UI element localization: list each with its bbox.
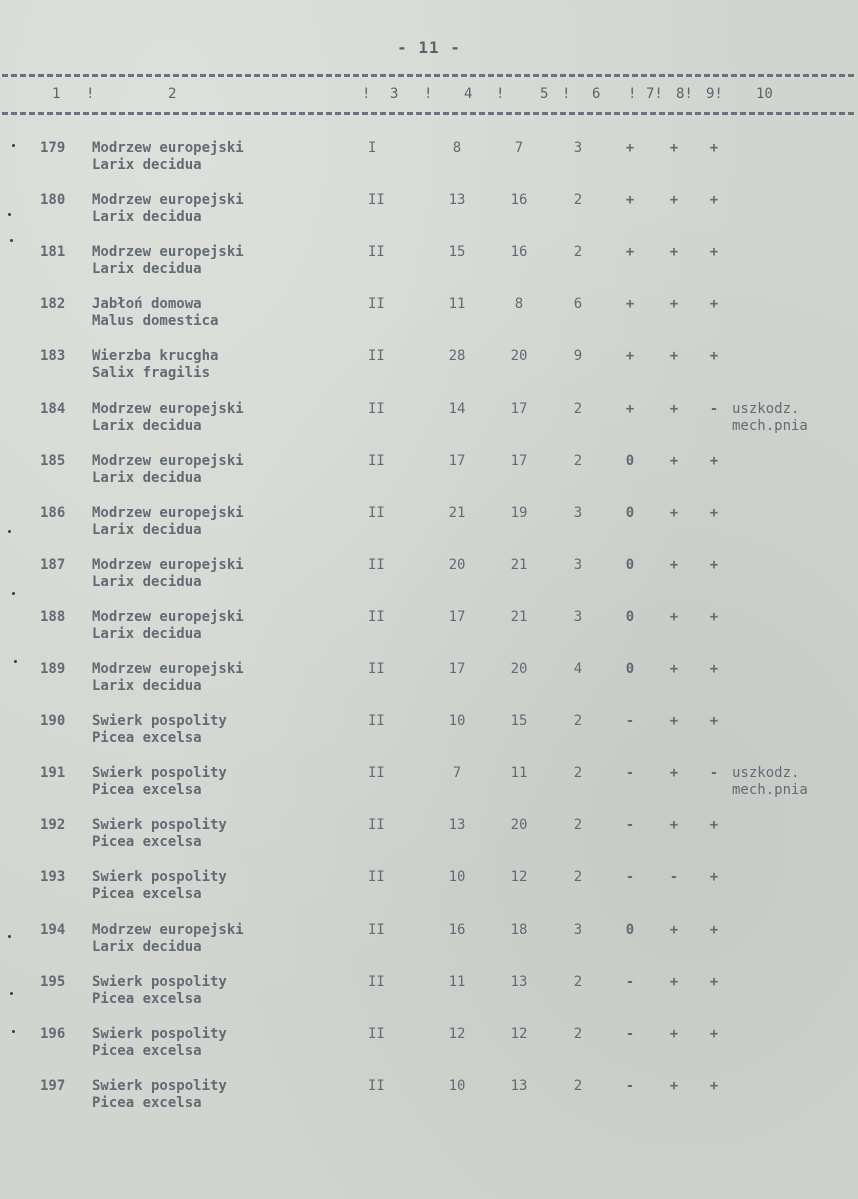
col-8-mark: + [669,505,679,521]
latin-name: Picea excelsa [92,782,202,798]
col-5-value: 12 [510,1026,528,1042]
row-number: 188 [40,609,66,625]
polish-name: Modrzew europejski [92,192,244,208]
col-3-class: II [368,661,385,677]
table-row [0,505,858,557]
col-6-value: 2 [573,192,583,208]
col-6-value: 3 [573,505,583,521]
row-number: 187 [40,557,66,573]
margin-speck [12,1030,15,1033]
col-6-value: 2 [573,453,583,469]
table-row [0,296,858,348]
latin-name: Larix decidua [92,574,202,590]
col-3-class: II [368,922,385,938]
col-3-class: II [368,453,385,469]
row-number: 196 [40,1026,66,1042]
header-cell-14: 9! [706,86,723,102]
col-3-class: II [368,401,385,417]
col-7-mark: + [625,192,635,208]
col-5-value: 17 [510,453,528,469]
col-3-class: II [368,817,385,833]
col-8-mark: + [669,1078,679,1094]
col-4-value: 14 [448,401,466,417]
latin-name: Larix decidua [92,939,202,955]
col-8-mark: + [669,557,679,573]
col-8-mark: + [669,244,679,260]
col-5-value: 19 [510,505,528,521]
col-6-value: 2 [573,1078,583,1094]
header-cell-7: ! [496,86,505,102]
col-8-mark: - [669,869,679,885]
col-7-mark: 0 [625,505,635,521]
table-row [0,817,858,869]
col-3-class: II [368,1078,385,1094]
latin-name: Larix decidua [92,157,202,173]
col-5-value: 7 [514,140,524,156]
col-7-mark: + [625,348,635,364]
col-5-value: 16 [510,244,528,260]
col-9-mark: + [709,1026,719,1042]
latin-name: Larix decidua [92,522,202,538]
row-number: 191 [40,765,66,781]
col-4-value: 17 [448,661,466,677]
col-10-remark: uszkodz. mech.pnia [732,765,808,798]
col-9-mark: + [709,453,719,469]
col-6-value: 3 [573,609,583,625]
col-3-class: II [368,1026,385,1042]
col-4-value: 17 [448,609,466,625]
col-5-value: 18 [510,922,528,938]
margin-speck [12,144,15,147]
col-6-value: 2 [573,1026,583,1042]
polish-name: Swierk pospolity [92,713,227,729]
polish-name: Swierk pospolity [92,1026,227,1042]
col-6-value: 3 [573,557,583,573]
latin-name: Salix fragilis [92,365,211,381]
col-6-value: 9 [573,348,583,364]
col-5-value: 17 [510,401,528,417]
col-4-value: 10 [448,713,466,729]
col-3-class: II [368,974,385,990]
col-7-mark: - [625,1026,635,1042]
col-7-mark: 0 [625,557,635,573]
header-cell-0: 1 [52,86,61,102]
col-9-mark: + [709,505,719,521]
col-9-mark: + [709,974,719,990]
col-8-mark: + [669,453,679,469]
margin-speck [14,660,17,663]
col-9-mark: + [709,922,719,938]
header-bottom-rule [2,112,854,115]
col-3-class: II [368,192,385,208]
col-7-mark: - [625,713,635,729]
latin-name: Larix decidua [92,418,202,434]
table-row [0,140,858,192]
table-row [0,661,858,713]
col-3-class: II [368,296,385,312]
col-8-mark: + [669,401,679,417]
polish-name: Swierk pospolity [92,817,227,833]
latin-name: Picea excelsa [92,1043,202,1059]
col-3-class: I [368,140,377,156]
margin-speck [10,992,13,995]
col-3-class: II [368,244,385,260]
row-number: 180 [40,192,66,208]
col-8-mark: + [669,296,679,312]
row-number: 186 [40,505,66,521]
col-5-value: 20 [510,817,528,833]
polish-name: Modrzew europejski [92,922,244,938]
col-8-mark: + [669,609,679,625]
table-row [0,1078,858,1130]
row-number: 195 [40,974,66,990]
col-7-mark: 0 [625,609,635,625]
polish-name: Swierk pospolity [92,1078,227,1094]
row-number: 189 [40,661,66,677]
col-4-value: 10 [448,869,466,885]
header-cell-15: 10 [756,86,773,102]
col-6-value: 4 [573,661,583,677]
col-8-mark: + [669,348,679,364]
margin-speck [8,213,11,216]
col-5-value: 16 [510,192,528,208]
col-8-mark: + [669,922,679,938]
col-9-mark: + [709,192,719,208]
latin-name: Picea excelsa [92,1095,202,1111]
header-cell-5: ! [424,86,433,102]
col-5-value: 21 [510,609,528,625]
col-8-mark: + [669,974,679,990]
table-row [0,401,858,453]
row-number: 179 [40,140,66,156]
col-4-value: 21 [448,505,466,521]
latin-name: Larix decidua [92,261,202,277]
table-row [0,557,858,609]
col-4-value: 20 [448,557,466,573]
col-5-value: 12 [510,869,528,885]
col-4-value: 17 [448,453,466,469]
col-7-mark: 0 [625,453,635,469]
table-row [0,348,858,400]
col-6-value: 2 [573,401,583,417]
row-number: 183 [40,348,66,364]
header-cell-8: 5 [540,86,549,102]
col-9-mark: + [709,661,719,677]
row-number: 190 [40,713,66,729]
col-5-value: 21 [510,557,528,573]
col-8-mark: + [669,817,679,833]
latin-name: Larix decidua [92,209,202,225]
col-4-value: 10 [448,1078,466,1094]
col-5-value: 13 [510,1078,528,1094]
header-top-rule [2,74,854,77]
polish-name: Modrzew europejski [92,140,244,156]
table-row [0,453,858,505]
col-6-value: 2 [573,869,583,885]
col-4-value: 11 [448,974,466,990]
col-4-value: 15 [448,244,466,260]
col-5-value: 13 [510,974,528,990]
header-cell-10: 6 [592,86,601,102]
col-4-value: 13 [448,817,466,833]
table-row [0,244,858,296]
col-6-value: 3 [573,140,583,156]
col-9-mark: - [709,401,719,417]
table-row [0,713,858,765]
col-7-mark: 0 [625,922,635,938]
col-6-value: 2 [573,713,583,729]
row-number: 192 [40,817,66,833]
col-7-mark: - [625,974,635,990]
col-8-mark: + [669,713,679,729]
polish-name: Modrzew europejski [92,505,244,521]
col-3-class: II [368,557,385,573]
col-3-class: II [368,765,385,781]
header-cell-1: ! [86,86,95,102]
col-8-mark: + [669,192,679,208]
polish-name: Swierk pospolity [92,974,227,990]
col-3-class: II [368,609,385,625]
table-row [0,1026,858,1078]
polish-name: Modrzew europejski [92,557,244,573]
col-9-mark: + [709,713,719,729]
col-7-mark: - [625,817,635,833]
col-4-value: 13 [448,192,466,208]
col-7-mark: + [625,140,635,156]
row-number: 182 [40,296,66,312]
col-9-mark: + [709,244,719,260]
col-8-mark: + [669,1026,679,1042]
table-row [0,922,858,974]
col-4-value: 11 [448,296,466,312]
col-6-value: 2 [573,974,583,990]
col-3-class: II [368,713,385,729]
polish-name: Modrzew europejski [92,609,244,625]
latin-name: Picea excelsa [92,730,202,746]
col-8-mark: + [669,661,679,677]
col-7-mark: - [625,765,635,781]
row-number: 185 [40,453,66,469]
row-number: 194 [40,922,66,938]
col-5-value: 8 [514,296,524,312]
col-8-mark: + [669,140,679,156]
header-cell-9: ! [562,86,571,102]
table-row [0,974,858,1026]
col-4-value: 8 [452,140,462,156]
col-7-mark: + [625,296,635,312]
header-cell-2: 2 [168,86,177,102]
polish-name: Wierzba krucgha [92,348,219,364]
col-9-mark: + [709,557,719,573]
polish-name: Jabłoń domowa [92,296,202,312]
col-9-mark: + [709,609,719,625]
col-6-value: 6 [573,296,583,312]
col-9-mark: + [709,140,719,156]
col-9-mark: + [709,296,719,312]
col-7-mark: 0 [625,661,635,677]
col-8-mark: + [669,765,679,781]
col-6-value: 3 [573,922,583,938]
col-9-mark: + [709,348,719,364]
row-number: 181 [40,244,66,260]
col-4-value: 28 [448,348,466,364]
col-5-value: 20 [510,661,528,677]
col-3-class: II [368,869,385,885]
table-row [0,192,858,244]
col-4-value: 16 [448,922,466,938]
latin-name: Larix decidua [92,470,202,486]
latin-name: Larix decidua [92,678,202,694]
polish-name: Modrzew europejski [92,453,244,469]
col-5-value: 20 [510,348,528,364]
col-7-mark: + [625,401,635,417]
table-row [0,869,858,921]
margin-speck [10,239,13,242]
col-3-class: II [368,505,385,521]
header-cell-6: 4 [464,86,473,102]
header-cell-12: 7! [646,86,663,102]
table-row [0,609,858,661]
row-number: 197 [40,1078,66,1094]
table-row [0,765,858,817]
col-9-mark: + [709,817,719,833]
latin-name: Larix decidua [92,626,202,642]
header-cell-3: ! [362,86,371,102]
row-number: 193 [40,869,66,885]
col-4-value: 7 [452,765,462,781]
latin-name: Picea excelsa [92,886,202,902]
polish-name: Modrzew europejski [92,661,244,677]
header-cell-11: ! [628,86,637,102]
col-5-value: 15 [510,713,528,729]
col-6-value: 2 [573,765,583,781]
margin-speck [8,935,11,938]
col-7-mark: - [625,869,635,885]
col-4-value: 12 [448,1026,466,1042]
col-3-class: II [368,348,385,364]
header-cell-13: 8! [676,86,693,102]
latin-name: Picea excelsa [92,834,202,850]
col-9-mark: + [709,1078,719,1094]
col-5-value: 11 [510,765,528,781]
latin-name: Malus domestica [92,313,219,329]
col-7-mark: - [625,1078,635,1094]
polish-name: Swierk pospolity [92,765,227,781]
col-7-mark: + [625,244,635,260]
margin-speck [8,530,11,533]
col-9-mark: + [709,869,719,885]
header-cell-4: 3 [390,86,399,102]
polish-name: Swierk pospolity [92,869,227,885]
col-10-remark: uszkodz. mech.pnia [732,401,808,434]
polish-name: Modrzew europejski [92,244,244,260]
col-6-value: 2 [573,244,583,260]
page-number: - 11 - [397,38,461,57]
col-6-value: 2 [573,817,583,833]
col-9-mark: - [709,765,719,781]
row-number: 184 [40,401,66,417]
polish-name: Modrzew europejski [92,401,244,417]
latin-name: Picea excelsa [92,991,202,1007]
margin-speck [12,592,15,595]
